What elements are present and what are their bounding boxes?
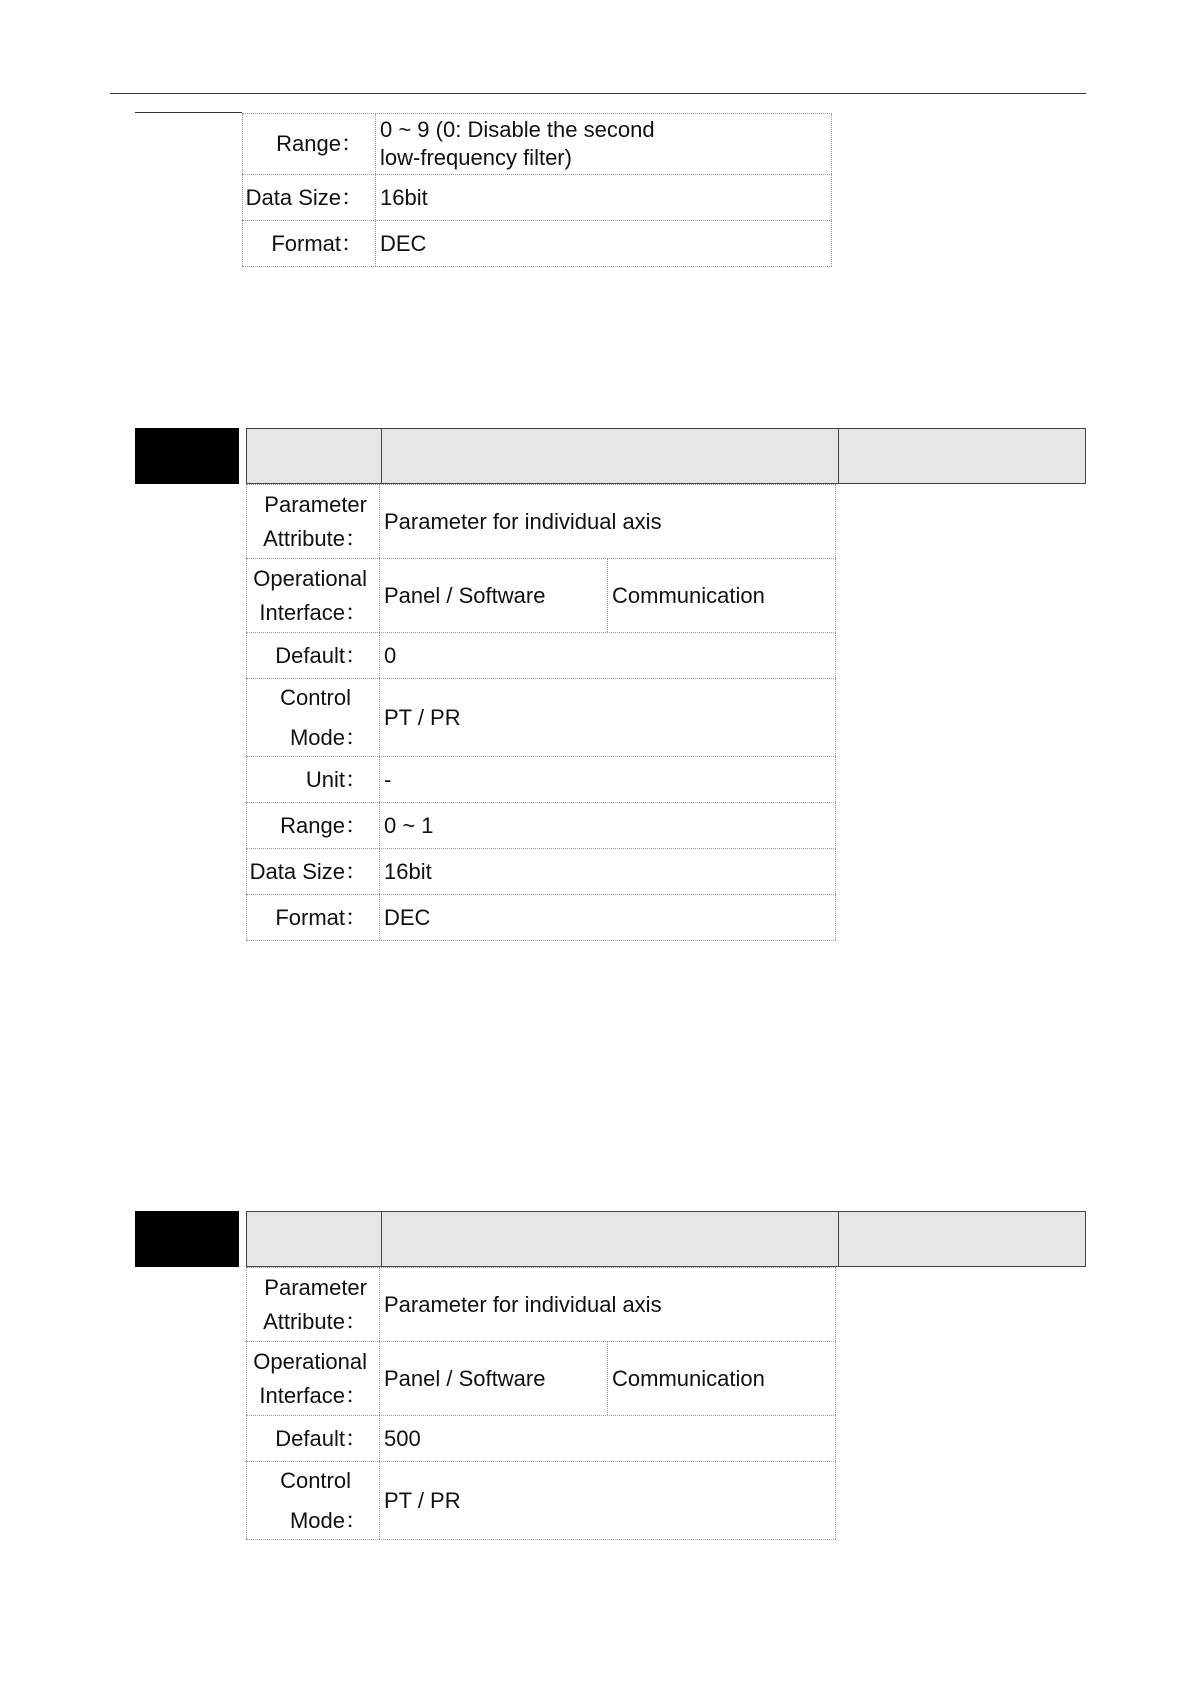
- header-cell-1: [247, 1212, 382, 1266]
- data-size-row: [242, 174, 832, 220]
- interface-label-line1: Operational: [253, 1348, 367, 1374]
- format-label-2: Format：: [246, 895, 380, 940]
- interface-row: [246, 558, 836, 632]
- control-mode-value-3: PT / PR: [380, 1462, 836, 1539]
- interface-label-3: [246, 1342, 380, 1415]
- range-row: [242, 113, 832, 174]
- range-label-2: Range：: [246, 803, 380, 848]
- header-cell-2: [382, 429, 839, 483]
- header-cell-3: [839, 1212, 1085, 1266]
- parameter-header-2: [246, 1211, 1086, 1267]
- attribute-value-3: Parameter for individual axis: [380, 1268, 836, 1341]
- data-size-value-2: 16bit: [380, 849, 836, 894]
- format-value-2: DEC: [380, 895, 836, 940]
- range-value-line1: 0 ~ 9 (0: Disable the second: [380, 117, 655, 142]
- default-row-3: [246, 1415, 836, 1461]
- control-mode-label-line2: Mode：: [289, 1507, 367, 1533]
- interface-panel-value: Panel / Software: [380, 559, 608, 632]
- control-mode-label: [246, 679, 380, 756]
- interface-label-line2: Interface：: [259, 1382, 367, 1408]
- default-value: 0: [380, 633, 836, 678]
- interface-label-line2: Interface：: [259, 599, 367, 625]
- default-row: [246, 632, 836, 678]
- format-row: [242, 220, 832, 267]
- page-header-rule: [110, 93, 1086, 94]
- interface-label-line1: Operational: [253, 565, 367, 591]
- interface-comm-value-3: Communication: [608, 1342, 836, 1415]
- interface-label: [246, 559, 380, 632]
- range-value-2: 0 ~ 1: [380, 803, 836, 848]
- control-mode-label-line1: Control: [280, 684, 351, 710]
- parameter-header: [246, 428, 1086, 484]
- data-size-value: 16bit: [376, 175, 832, 220]
- range-row-2: [246, 802, 836, 848]
- range-label: Range：: [242, 114, 376, 174]
- format-value: DEC: [376, 221, 832, 266]
- header-cell-3: [839, 429, 1085, 483]
- default-label-3: Default：: [246, 1416, 380, 1461]
- attribute-label-line2: Attribute：: [263, 1308, 367, 1334]
- data-size-row-2: [246, 848, 836, 894]
- attribute-label-line2: Attribute：: [263, 525, 367, 551]
- data-size-label: Data Size：: [242, 175, 376, 220]
- attribute-label-line1: Parameter: [264, 1274, 367, 1300]
- parameter-code-tab-2: [135, 1211, 239, 1267]
- header-cell-1: [247, 429, 382, 483]
- control-mode-row: [246, 678, 836, 756]
- attribute-label-3: [246, 1268, 380, 1341]
- format-row-2: [246, 894, 836, 941]
- interface-panel-value-3: Panel / Software: [380, 1342, 608, 1415]
- control-mode-label-line1: Control: [280, 1467, 351, 1493]
- control-mode-row-3: [246, 1461, 836, 1540]
- attribute-label-line1: Parameter: [264, 491, 367, 517]
- interface-comm-value: Communication: [608, 559, 836, 632]
- attribute-value: Parameter for individual axis: [380, 485, 836, 558]
- header-cell-2: [382, 1212, 839, 1266]
- parameter-code-tab: [135, 428, 239, 484]
- default-value-3: 500: [380, 1416, 836, 1461]
- control-mode-label-line2: Mode：: [289, 724, 367, 750]
- attribute-row-3: [246, 1267, 836, 1341]
- range-value: [376, 114, 832, 174]
- control-mode-value: PT / PR: [380, 679, 836, 756]
- attribute-label: [246, 485, 380, 558]
- unit-label: Unit：: [246, 757, 380, 802]
- unit-row: [246, 756, 836, 802]
- control-mode-label-3: [246, 1462, 380, 1539]
- section-rule: [135, 112, 242, 113]
- format-label: Format：: [242, 221, 376, 266]
- interface-row-3: [246, 1341, 836, 1415]
- default-label: Default：: [246, 633, 380, 678]
- data-size-label-2: Data Size：: [246, 849, 380, 894]
- unit-value: -: [380, 757, 836, 802]
- attribute-row: [246, 484, 836, 558]
- range-value-line2: low-frequency filter): [380, 145, 572, 170]
